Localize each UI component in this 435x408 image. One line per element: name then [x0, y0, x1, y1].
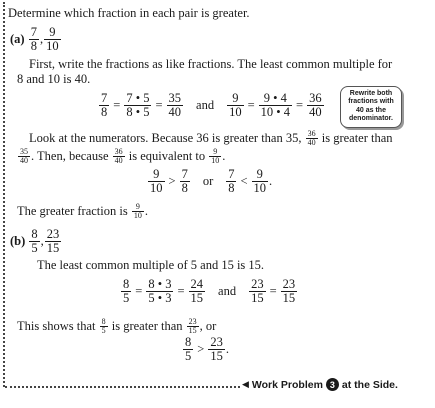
fraction: $\frac{36}{40}$	[309, 91, 322, 120]
fraction: $\frac{9}{10}$	[253, 167, 267, 196]
fraction: $\frac{8}{5}$	[31, 227, 38, 256]
fraction: $\frac{9}{10}$	[150, 167, 163, 196]
part-b-comparison-row: $\frac{8}{5}$ > $\frac{23}{15}$ .	[185, 335, 229, 364]
fraction: $\frac{9 • 4}{10 • 4}$	[260, 91, 291, 120]
part-a-label: (a)	[10, 32, 25, 47]
fraction: $\frac{9}{10}$	[46, 25, 59, 54]
dotted-margin-line	[3, 2, 5, 387]
fraction: $\frac{36}{40}$	[114, 147, 123, 166]
fraction: $\frac{23}{15}$	[282, 277, 296, 306]
intro-text: Determine which fraction in each pair is greater.	[8, 6, 250, 20]
fraction: $\frac{23}{15}$	[46, 227, 60, 256]
problem-number-badge: 3	[326, 378, 339, 391]
fraction: $\frac{8}{5}$	[123, 277, 130, 306]
part-b-paragraph-2: This shows that $\frac{8}{5}$ is greater than $\frac{23}{15}$ , or	[17, 317, 217, 336]
part-a-conclusion: The greater fraction is $\frac{9}{10}$ .	[17, 202, 148, 221]
fraction: $\frac{7}{8}$	[30, 25, 37, 54]
fraction: $\frac{24}{15}$	[190, 277, 204, 306]
fraction: $\frac{9}{10}$	[133, 202, 142, 221]
part-a-paragraph-2b: $\frac{35}{40}$ . Then, because $\frac{36}{40}$ is equivalent to $\frac{9}{10}$ .	[20, 147, 226, 166]
or-word: or	[202, 174, 214, 189]
dotted-footer-line	[5, 386, 240, 388]
fraction: $\frac{8 • 3}{5 • 3}$	[148, 277, 172, 306]
and-word: and	[218, 284, 237, 299]
part-a-paragraph-1a: First, write the fractions as like fractions. The least common multiple for	[29, 57, 393, 71]
fraction: $\frac{23}{15}$	[251, 277, 264, 306]
fraction: $\frac{7}{8}$	[101, 91, 108, 120]
part-b-label: (b)	[10, 234, 26, 249]
fraction: $\frac{23}{15}$	[188, 317, 197, 336]
fraction: $\frac{9}{10}$	[229, 91, 242, 120]
work-problem-link[interactable]: ◀ Work Problem 3 at the Side.	[242, 378, 398, 391]
fraction: $\frac{35}{40}$	[168, 91, 182, 120]
part-a-paragraph-1b: 8 and 10 is 40.	[17, 72, 91, 86]
part-a-header: (a) $\frac{7}{8}$ , $\frac{9}{10}$	[10, 25, 59, 54]
fraction: $\frac{8}{5}$	[185, 335, 192, 364]
fraction: $\frac{23}{15}$	[210, 335, 223, 364]
fraction: $\frac{9}{10}$	[211, 147, 220, 166]
part-b-paragraph-1: The least common multiple of 5 and 15 is 15.	[37, 258, 265, 272]
part-a-equation-row: $\frac{7}{8}$ = $\frac{7 • 5}{8 • 5}$ = $\frac{35}{40}$ and $\frac{9}{10}$ = $\frac{9 • 4}{10 • 4}$ = $\frac{36}{40}$	[101, 91, 322, 120]
fraction: $\frac{8}{5}$	[101, 317, 106, 336]
part-a-paragraph-2a: Look at the numerators. Because 36 is greater than 35, $\frac{36}{40}$ is greater than	[29, 129, 393, 148]
fraction: $\frac{7}{8}$	[228, 167, 235, 196]
part-b-header: (b) $\frac{8}{5}$ , $\frac{23}{15}$	[10, 227, 60, 256]
fraction: $\frac{7}{8}$	[181, 167, 188, 196]
and-word: and	[196, 98, 215, 113]
fraction: $\frac{36}{40}$	[307, 129, 316, 148]
margin-note: Rewrite both fractions with 40 as the denominator.	[340, 86, 402, 128]
fraction: $\frac{35}{40}$	[20, 147, 28, 166]
fraction: $\frac{7 • 5}{8 • 5}$	[126, 91, 150, 120]
part-b-equation-row: $\frac{8}{5}$ = $\frac{8 • 3}{5 • 3}$ = $\frac{24}{15}$ and $\frac{23}{15}$ = $\frac{23}{15}$	[123, 277, 296, 306]
part-a-comparison-row: $\frac{9}{10}$ > $\frac{7}{8}$ or $\frac{7}{8}$ < $\frac{9}{10}$ .	[150, 167, 273, 196]
left-triangle-icon: ◀	[242, 379, 249, 389]
